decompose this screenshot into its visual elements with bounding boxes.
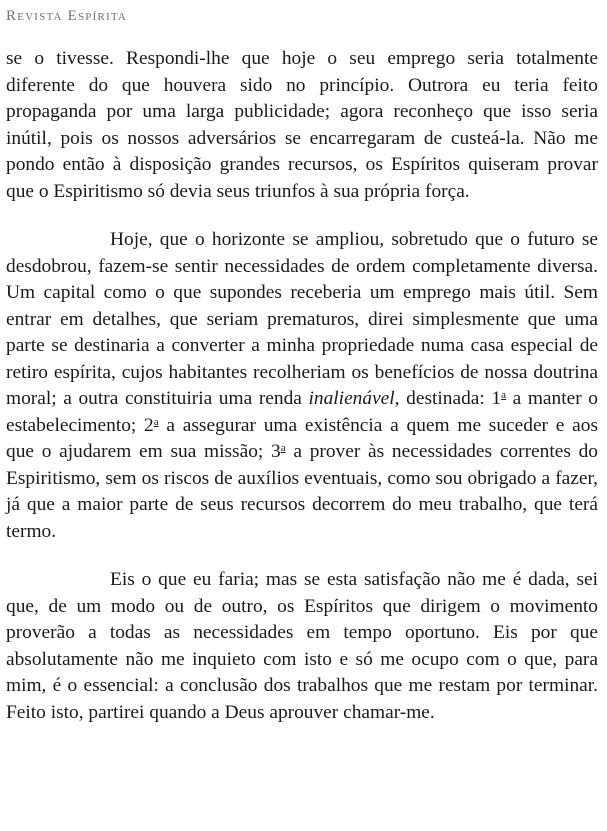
ordinal-marker-1: a bbox=[501, 389, 506, 401]
paragraph-1: se o tivesse. Respondi-lhe que hoje o seu emprego seria totalmente diferente do que houvera sido no princípio. Outrora eu teria feito propaganda por uma larga publicidade; agora reconheço que isso seria inútil, pois os nossos adversários se encarregaram de custeá-la. Não me pondo então à disposição grandes recursos, os Espíritos quiseram provar que o Espiritismo só devia seus triunfos à sua própria força. bbox=[6, 48, 598, 202]
paragraph-3: Eis o que eu faria; mas se esta satisfação não me é dada, sei que, de um modo ou de outro, os Espíritos que dirigem o movimento proverão a todas as necessidades em tempo oportuno. Eis por que absolutamente não me inquieto com isto e só me ocupo com o que, para mim, é o essencial: a conclusão dos trabalhos que me restam por terminar. Feito isto, partirei quando a Deus aprouver chamar-me. bbox=[6, 569, 598, 723]
ordinal-marker-3: a bbox=[280, 442, 286, 454]
running-header: Revista Espírita bbox=[6, 8, 128, 24]
paragraph-2-text-d: a assegurar uma existência a quem me suceder e aos que o ajudarem em sua missão; 3 bbox=[6, 414, 598, 462]
paragraph-2-text-e: a prover às necessidades correntes do Espiritismo, sem os riscos de auxílios eventuais, como sou obrigado a fazer, já que a maior parte de seus recursos decorrem do meu trabalho, que terá termo. bbox=[6, 441, 598, 542]
page-body bbox=[6, 46, 598, 726]
paragraph-2-text-a: Hoje, que o horizonte se ampliou, sobretudo que o futuro se desdobrou, fazem-se sentir necessidades de ordem completamente diversa. Um capital como o que supondes receberia um emprego mais útil. Sem entrar em detalhes, que seriam prematuros, direi simplesmente que uma parte se destinaria a converter a minha propriedade numa casa especial de retiro espírita, cujos habitantes recolheriam os benefícios de nossa doutrina moral; a outra constituiria uma renda bbox=[6, 229, 598, 409]
paragraph-2-text-b: , destinada: 1 bbox=[394, 388, 502, 409]
ordinal-marker-2: a bbox=[153, 415, 159, 428]
paragraph-2 bbox=[6, 227, 598, 545]
emphasized-word: inalienável bbox=[308, 388, 395, 409]
paragraph-2-text-c: a manter o estabelecimento; 2 bbox=[6, 388, 598, 436]
